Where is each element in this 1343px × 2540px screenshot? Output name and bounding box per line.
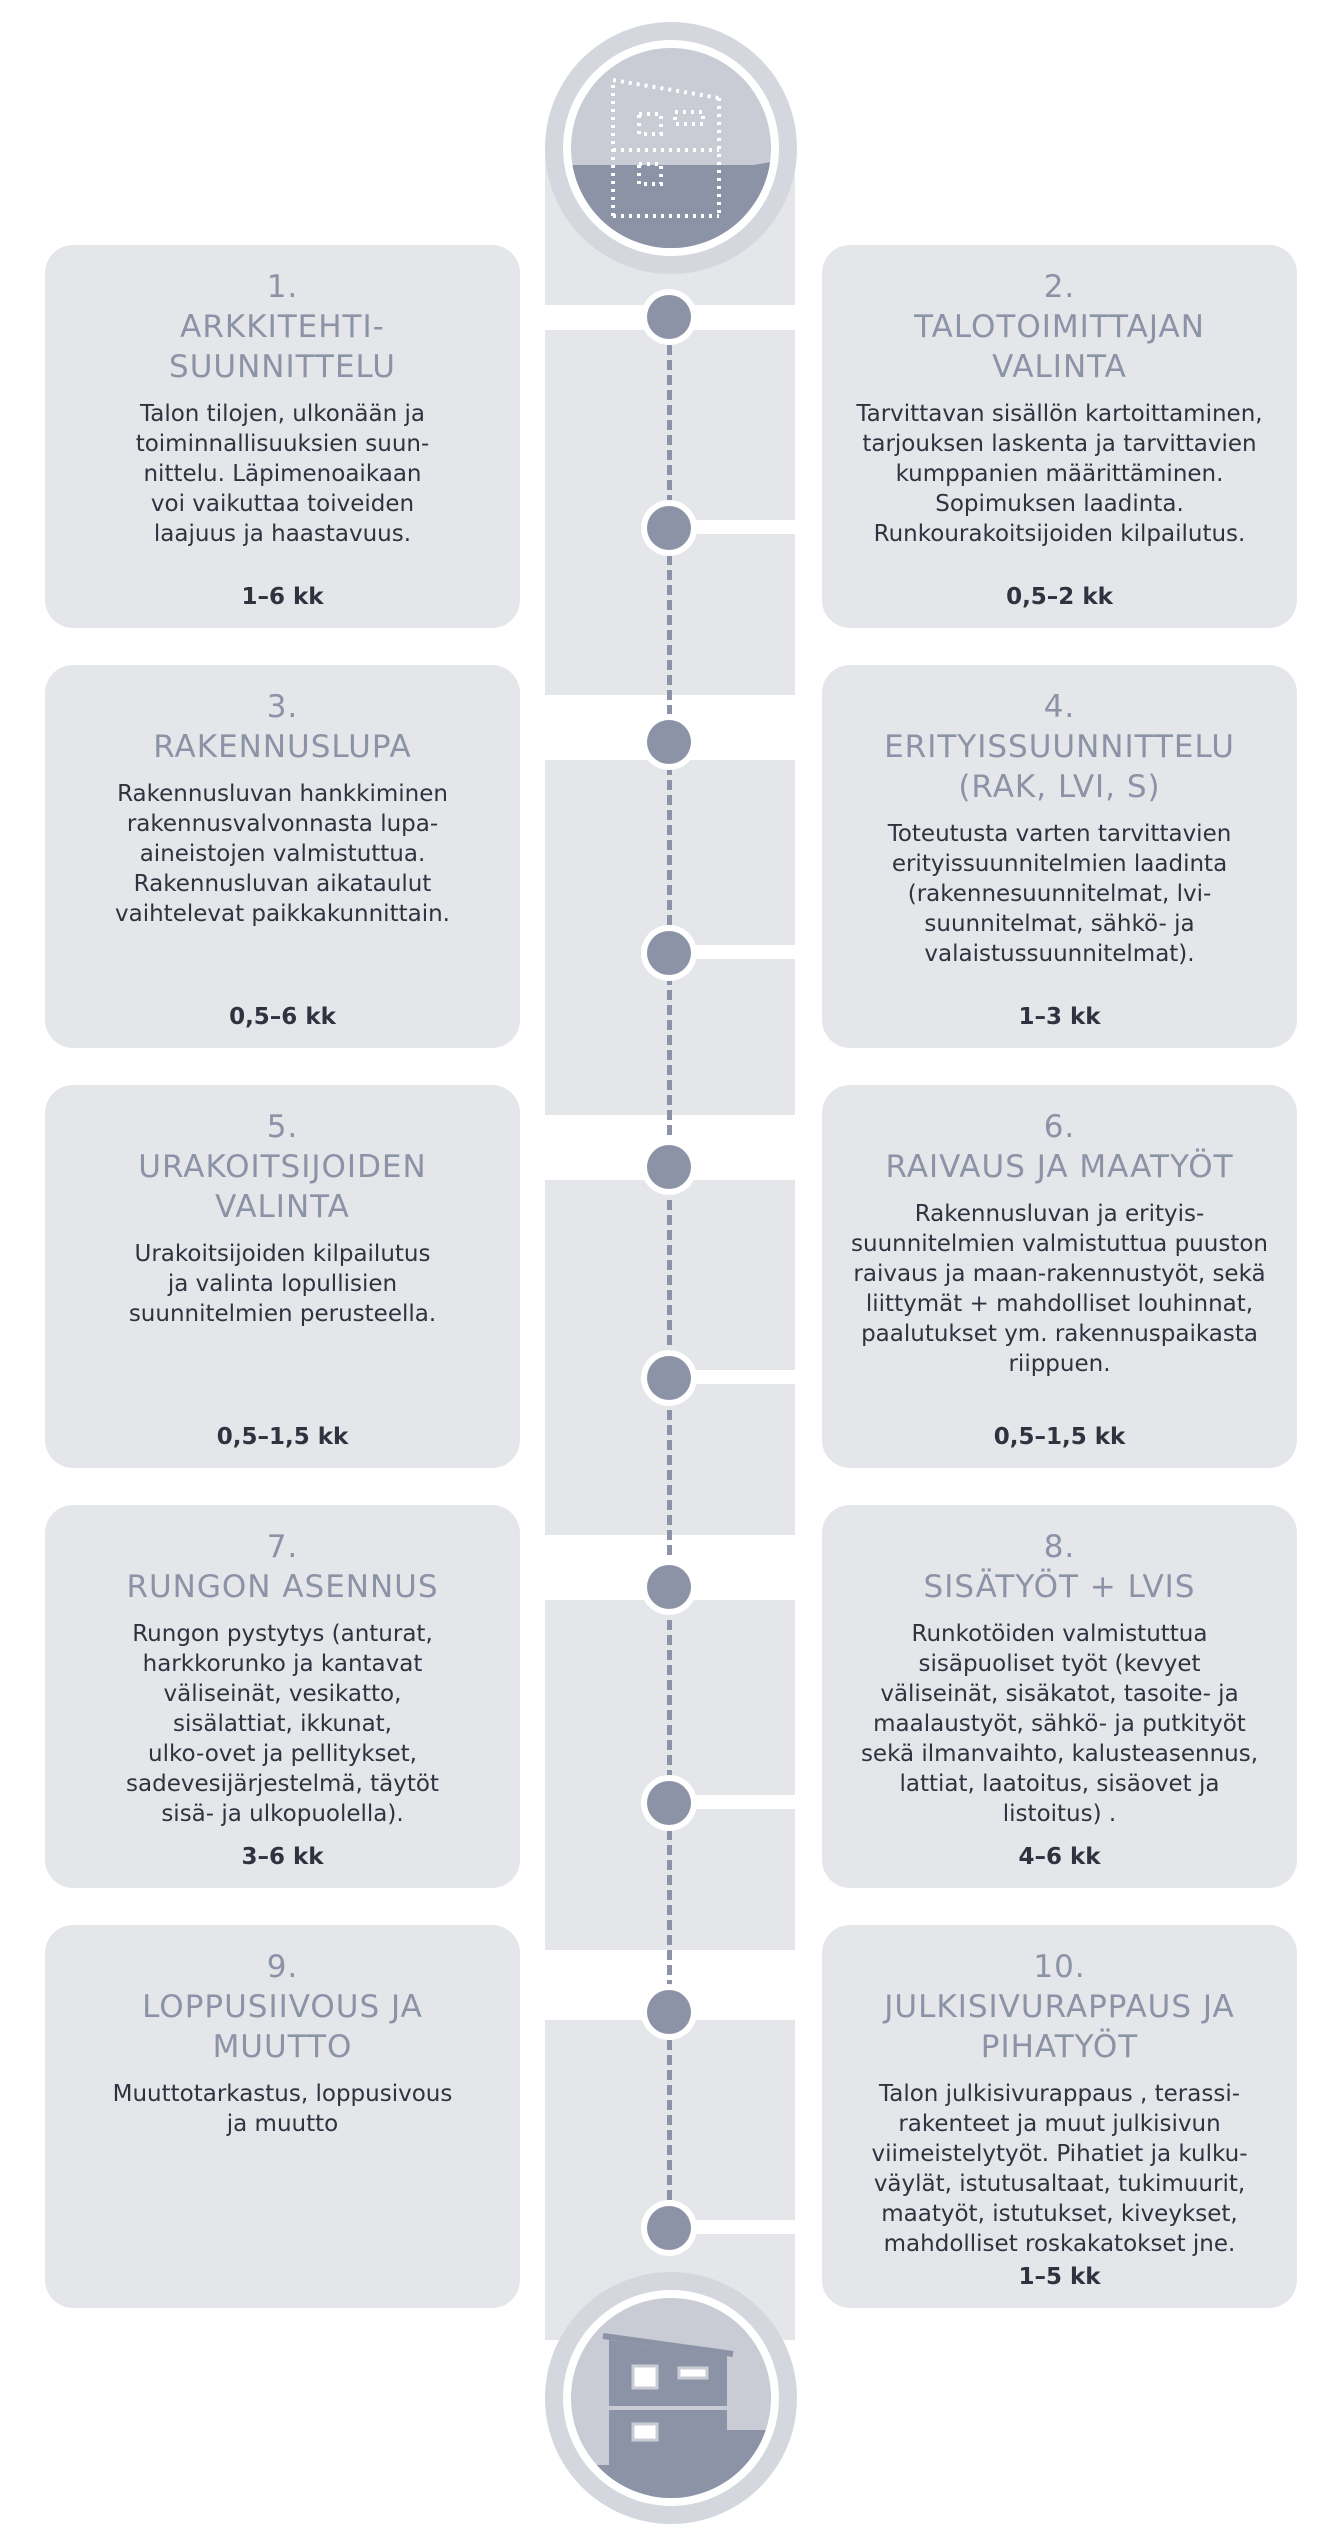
- step-duration: 4–6 kk: [1018, 1844, 1101, 1870]
- step-card-9: [45, 1925, 520, 2308]
- step-title: RAKENNUSLUPA: [153, 729, 412, 765]
- timeline-dot: [647, 1145, 691, 1189]
- connector: [670, 520, 822, 534]
- step-duration: 0,5–1,5 kk: [216, 1424, 349, 1450]
- timeline-dot: [647, 1990, 691, 2034]
- step-description: Rakennusluvan hankkiminen rakennusvalvonnasta lupa- aineistojen valmistuttua. Rakennusluvan aikataulut vaihtelevat paikkakunnittain.: [115, 781, 450, 927]
- step-description: Tarvittavan sisällön kartoittaminen, tarjouksen laskenta ja tarvittavien kumppanien määrittäminen. Sopimuksen laadinta. Runkourakoitsijoiden kilpailutus.: [856, 401, 1263, 547]
- step-title: JULKISIVURAPPAUS JA PIHATYÖT: [884, 1989, 1235, 2065]
- step-card-10: [822, 1925, 1297, 2308]
- step-card-7: [45, 1505, 520, 1888]
- step-duration: 0,5–1,5 kk: [993, 1424, 1126, 1450]
- finished-house-icon: [543, 2270, 799, 2526]
- step-card-5: [45, 1085, 520, 1468]
- step-description: Toteutusta varten tarvittavien erityissuunnitelmien laadinta (rakennesuunnitelmat, lvi- suunnitelmat, sähkö- ja valaistussuunnitelmat).: [887, 821, 1232, 967]
- step-title: URAKOITSIJOIDEN VALINTA: [138, 1149, 427, 1225]
- step-number: 3.: [266, 689, 299, 725]
- step-duration: 3–6 kk: [241, 1844, 324, 1870]
- step-number: 5.: [266, 1109, 299, 1145]
- timeline-dot: [647, 2206, 691, 2250]
- step-title: RUNGON ASENNUS: [126, 1569, 439, 1605]
- timeline-dot: [647, 931, 691, 975]
- step-number: 7.: [266, 1529, 299, 1565]
- step-description: Rungon pystytys (anturat, harkkorunko ja kantavat väliseinät, vesikatto, sisälattiat, ikkunat, ulko-ovet ja pellitykset, sadevesijärjestelmä, täytöt sisä- ja ulkopuolella).: [126, 1621, 439, 1827]
- step-title: ARKKITEHTI- SUUNNITTELU: [169, 309, 396, 385]
- step-number: 9.: [266, 1949, 299, 1985]
- step-number: 6.: [1043, 1109, 1076, 1145]
- step-description: Muuttotarkastus, loppusivous ja muutto: [112, 2081, 453, 2137]
- house-plan-icon: [543, 20, 799, 276]
- timeline-dot: [647, 295, 691, 339]
- step-duration: 1–3 kk: [1018, 1004, 1101, 1030]
- timeline-dot: [647, 506, 691, 550]
- connector: [670, 1370, 822, 1384]
- step-number: 10.: [1033, 1949, 1086, 1985]
- timeline-spine: [667, 315, 672, 2230]
- step-number: 8.: [1043, 1529, 1076, 1565]
- step-title: LOPPUSIIVOUS JA MUUTTO: [142, 1989, 423, 2065]
- step-card-8: [822, 1505, 1297, 1888]
- step-duration: 1–5 kk: [1018, 2264, 1101, 2290]
- step-duration: 0,5–6 kk: [229, 1004, 336, 1030]
- step-card-4: [822, 665, 1297, 1048]
- step-duration: 0,5–2 kk: [1006, 584, 1113, 610]
- step-card-3: [45, 665, 520, 1048]
- step-number: 2.: [1043, 269, 1076, 305]
- step-title: TALOTOIMITTAJAN VALINTA: [914, 309, 1205, 385]
- step-description: Urakoitsijoiden kilpailutus ja valinta lopullisien suunnitelmien perusteella.: [128, 1241, 437, 1327]
- step-title: ERITYISSUUNNITTELU (RAK, LVI, S): [884, 729, 1235, 805]
- connector: [670, 1795, 822, 1809]
- step-title: RAIVAUS JA MAATYÖT: [885, 1149, 1234, 1185]
- timeline-dot: [647, 1781, 691, 1825]
- connector: [670, 2220, 822, 2234]
- step-description: Rakennusluvan ja erityis- suunnitelmien valmistuttua puuston raivaus ja maan-rakennustyöt, sekä liittymät + mahdolliset louhinnat, paalutukset ym. rakennuspaikasta riippuen.: [851, 1201, 1268, 1377]
- connector: [670, 945, 822, 959]
- timeline-dot: [647, 720, 691, 764]
- step-card-2: [822, 245, 1297, 628]
- step-number: 4.: [1043, 689, 1076, 725]
- step-card-6: [822, 1085, 1297, 1468]
- step-description: Talon julkisivurappaus , terassi- rakenteet ja muut julkisivun viimeistelytyöt. Pihatiet ja kulku- väylät, istutusaltaat, tukimuurit, maatyöt, istutukset, kiveykset, mahdolliset roskakatokset jne.: [871, 2081, 1248, 2257]
- step-description: Runkotöiden valmistuttua sisäpuoliset työt (kevyet väliseinät, sisäkatot, tasoite- ja maalaustyöt, sähkö- ja putkityöt sekä ilmanvaihto, kalusteasennus, lattiat, laatoitus, sisäovet ja listoitus) .: [860, 1621, 1259, 1827]
- step-description: Talon tilojen, ulkonään ja toiminnallisuuksien suun- nittelu. Läpimenoaikaan voi vaikuttaa toiveiden laajuus ja haastavuus.: [135, 401, 430, 547]
- step-duration: 1–6 kk: [241, 584, 324, 610]
- timeline-dot: [647, 1356, 691, 1400]
- step-card-1: [45, 245, 520, 628]
- step-number: 1.: [266, 269, 299, 305]
- timeline-dot: [647, 1565, 691, 1609]
- step-title: SISÄTYÖT + LVIS: [923, 1569, 1196, 1605]
